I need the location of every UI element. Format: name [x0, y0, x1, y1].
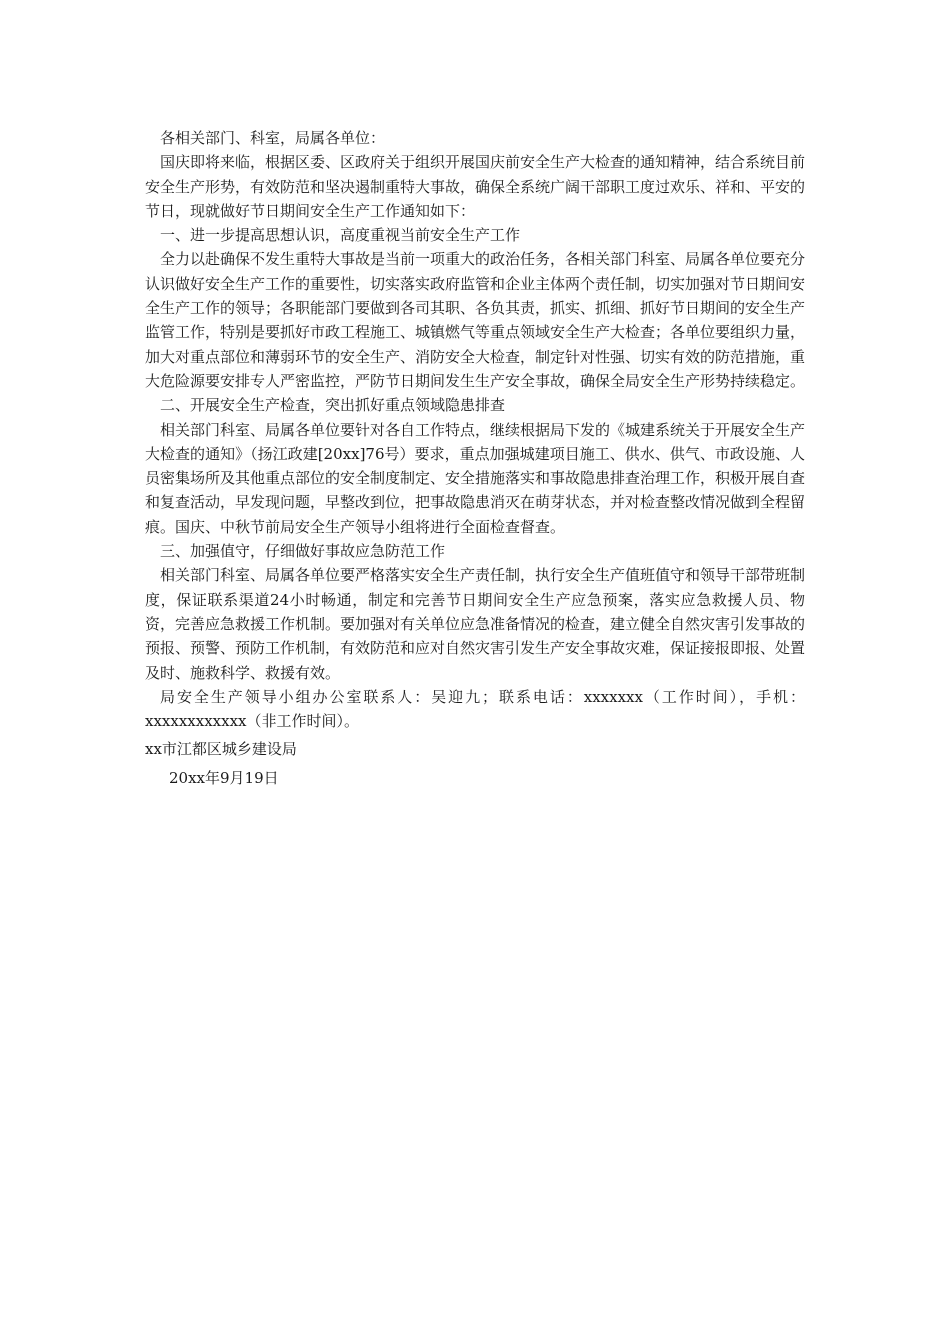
section-1-heading: 一、进一步提高思想认识，高度重视当前安全生产工作	[160, 226, 521, 245]
document-body	[145, 126, 805, 790]
section-1-body: 全力以赴确保不发生重特大事故是当前一项重大的政治任务，各相关部门科室、局属各单位要充分认识做好安全生产工作的重要性，切实落实政府监管和企业主体两个责任制，切实加强对节日期间安全生产工作的领导；各职能部门要做到各司其职、各负其责，抓实、抓细、抓好节日期间的安全生产监管工作，特别是要抓好市政工程施工、城镇燃气等重点领域安全生产大检查；各单位要组织力量，加大对重点部位和薄弱环节的安全生产、消防安全大检查，制定针对性强、切实有效的防范措施，重大危险源要安排专人严密监控，严防节日期间发生生产安全事故，确保全局安全生产形势持续稳定。	[145, 250, 806, 390]
section-3-heading: 三、加强值守，仔细做好事故应急防范工作	[160, 542, 446, 561]
intro-paragraph: 国庆即将来临，根据区委、区政府关于组织开展国庆前安全生产大检查的通知精神，结合系统目前安全生产形势，有效防范和坚决遏制重特大事故，确保全系统广阔干部职工度过欢乐、祥和、平安的节日，现就做好节日期间安全生产工作通知如下：	[145, 153, 806, 220]
contact-paragraph: 局安全生产领导小组办公室联系人：吴迎九；联系电话：xxxxxxx（工作时间），手机：xxxxxxxxxxxx（非工作时间）。	[145, 687, 805, 731]
issuing-organization: xx市江都区城乡建设局	[145, 740, 297, 759]
section-2-heading: 二、开展安全生产检查，突出抓好重点领域隐患排查	[160, 396, 506, 415]
section-3-body: 相关部门科室、局属各单位要严格落实安全生产责任制，执行安全生产值班值守和领导干部带班制度，保证联系渠道24小时畅通，制定和完善节日期间安全生产应急预案，落实应急救援人员、物资，完善应急救援工作机制。要加强对有关单位应急准备情况的检查，建立健全自然灾害引发事故的预报、预警、预防工作机制，有效防范和应对自然灾害引发生产安全事故灾难，保证接报即报、处置及时、施救科学、救援有效。	[145, 566, 806, 682]
issue-date: 20xx年9月19日	[169, 768, 279, 787]
section-2-body: 相关部门科室、局属各单位要针对各自工作特点，继续根据局下发的《城建系统关于开展安全生产大检查的通知》（扬江政建[20xx]76号）要求，重点加强城建项目施工、供水、供气、市政设施、人员密集场所及其他重点部位的安全制度制定、安全措施落实和事故隐患排查治理工作，积极开展自查和复查活动，早发现问题，早整改到位，把事故隐患消灭在萌芽状态，并对检查整改情况做到全程留痕。国庆、中秋节前局安全生产领导小组将进行全面检查督查。	[145, 420, 806, 536]
salutation: 各相关部门、科室，局属各单位：	[160, 129, 386, 147]
